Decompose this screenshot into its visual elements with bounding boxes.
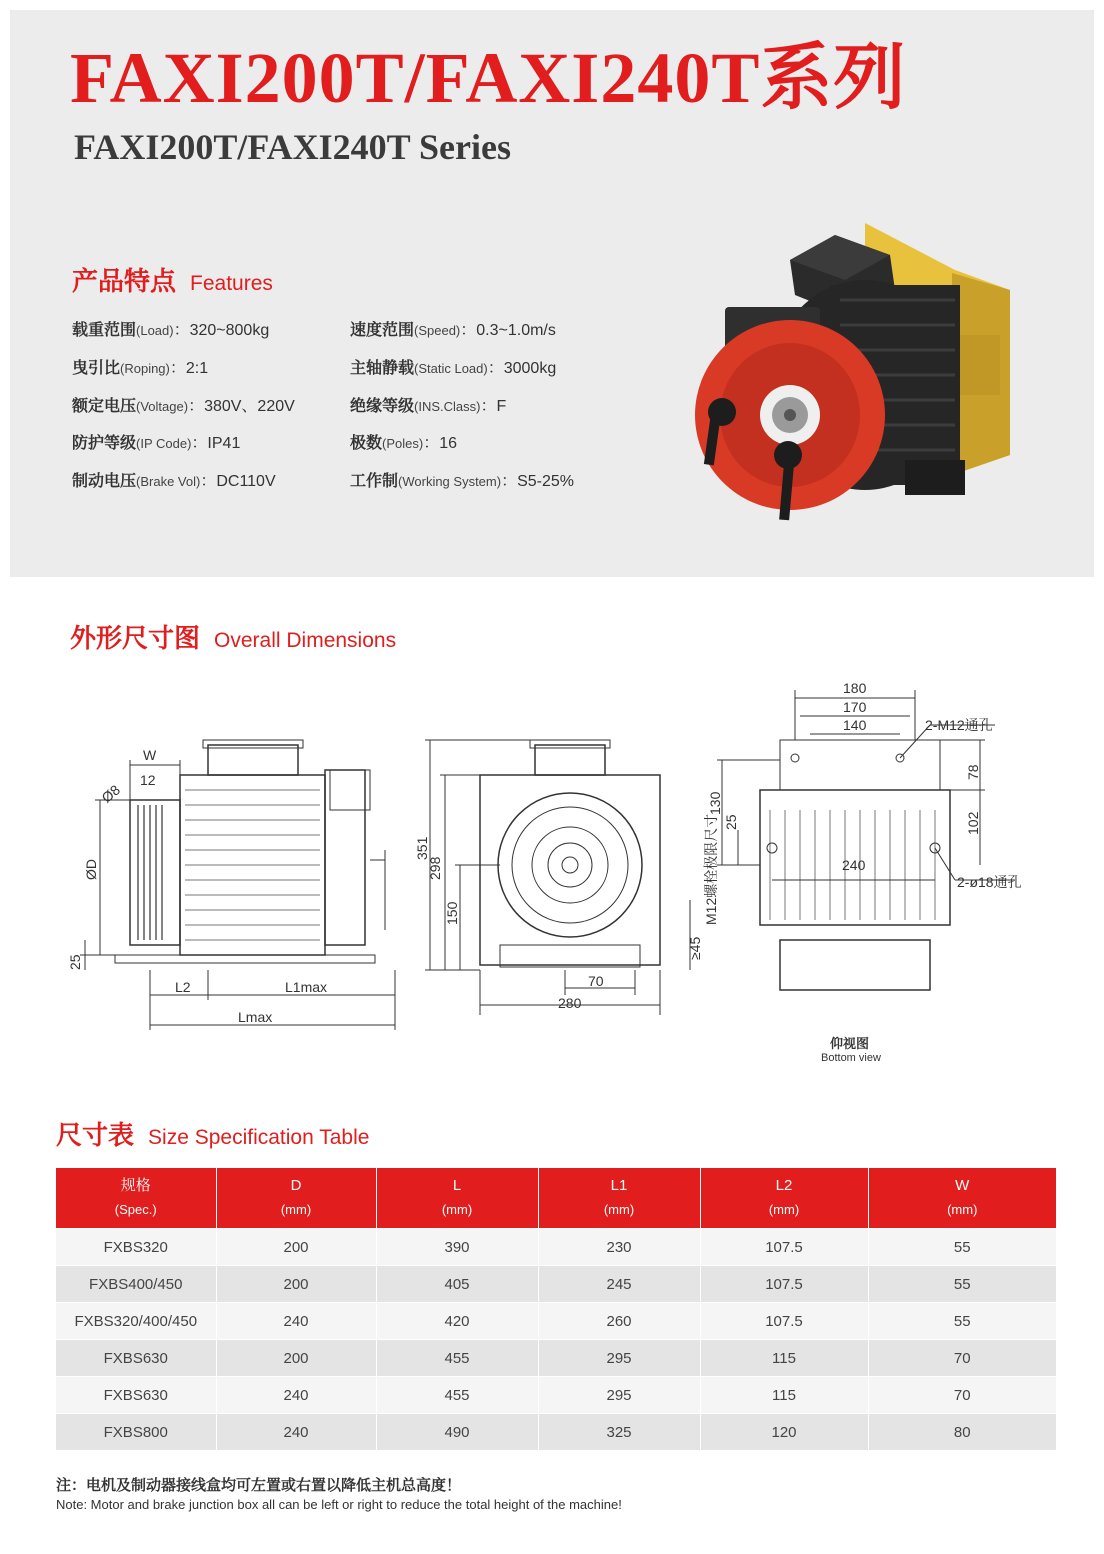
dimensions-heading-zh: 外形尺寸图 xyxy=(70,623,201,653)
table-row xyxy=(56,1229,1056,1266)
cell-l2: 107.5 xyxy=(700,1266,868,1303)
cell-l2: 120 xyxy=(700,1414,868,1451)
feature-poles: 极数(Poles)：16 xyxy=(350,435,458,452)
spec-table-heading xyxy=(56,1122,369,1148)
feature-brake-vol: 制动电压(Brake Vol)：DC110V xyxy=(72,473,276,490)
table-row xyxy=(56,1377,1056,1414)
cell-l1: 295 xyxy=(538,1377,700,1414)
dim-l1max: L1max xyxy=(285,979,328,995)
cell-l: 455 xyxy=(376,1340,538,1377)
feature-roping: 曳引比(Roping)：2:1 xyxy=(72,360,209,377)
dim-w: W xyxy=(143,747,157,763)
feature-voltage: 额定电压(Voltage)：380V、220V xyxy=(72,398,295,415)
feature-ins-class: 绝缘等级(INS.Class)：F xyxy=(350,398,507,415)
cell-w: 70 xyxy=(868,1377,1056,1414)
col-header-w: W (mm) xyxy=(868,1168,1056,1229)
col-header-l: L (mm) xyxy=(376,1168,538,1229)
cell-l2: 115 xyxy=(700,1340,868,1377)
dimension-drawings xyxy=(60,670,1060,1070)
bottom-view-caption-zh: 仰视图 xyxy=(830,1036,870,1051)
dimensions-heading xyxy=(70,625,396,651)
cell-spec: FXBS630 xyxy=(56,1377,216,1414)
cell-l1: 245 xyxy=(538,1266,700,1303)
dim-180: 180 xyxy=(843,680,867,696)
spec-table-heading-en: Size Specification Table xyxy=(148,1126,370,1149)
cell-l: 455 xyxy=(376,1377,538,1414)
cell-l1: 325 xyxy=(538,1414,700,1451)
dim-240: 240 xyxy=(842,857,866,873)
cell-l: 420 xyxy=(376,1303,538,1340)
dim-170: 170 xyxy=(843,699,867,715)
cell-l2: 107.5 xyxy=(700,1303,868,1340)
dim-bolt-note: M12螺栓极限尺寸 xyxy=(703,813,719,925)
cell-spec: FXBS400/450 xyxy=(56,1266,216,1303)
cell-l2: 115 xyxy=(700,1377,868,1414)
features-heading xyxy=(72,268,273,294)
features-heading-en: Features xyxy=(190,272,273,295)
dim-lmax: Lmax xyxy=(238,1009,273,1025)
table-row xyxy=(56,1340,1056,1377)
cell-w: 55 xyxy=(868,1303,1056,1340)
cell-l: 390 xyxy=(376,1229,538,1266)
cell-spec: FXBS320/400/450 xyxy=(56,1303,216,1340)
cell-d: 240 xyxy=(216,1303,376,1340)
feature-working-system: 工作制(Working System)：S5-25% xyxy=(350,473,575,490)
cell-d: 240 xyxy=(216,1414,376,1451)
col-header-d: D (mm) xyxy=(216,1168,376,1229)
front-view-drawing xyxy=(425,740,690,1015)
dim-side-25: 25 xyxy=(67,954,83,970)
col-header-spec: 规格 (Spec.) xyxy=(56,1168,216,1229)
page-title: FAXI200T/FAXI240T系列 xyxy=(70,38,907,118)
cell-spec: FXBS800 xyxy=(56,1414,216,1451)
cell-l: 490 xyxy=(376,1414,538,1451)
cell-l1: 295 xyxy=(538,1340,700,1377)
dim-phi8: Ø8 xyxy=(98,781,123,806)
cell-spec: FXBS320 xyxy=(56,1229,216,1266)
dim-l2: L2 xyxy=(175,979,191,995)
feature-load: 载重范围(Load)：320~800kg xyxy=(72,322,270,339)
page-subtitle: FAXI200T/FAXI240T Series xyxy=(74,127,511,167)
dim-78: 78 xyxy=(965,764,981,780)
note-en: Note: Motor and brake junction box all can be left or right to reduce the total height of the machine! xyxy=(56,1497,622,1512)
cell-spec: FXBS630 xyxy=(56,1340,216,1377)
note-zh: 注：电机及制动器接线盒均可左置或右置以降低主机总高度！ xyxy=(56,1477,462,1494)
dim-bottom-25: 25 xyxy=(723,814,739,830)
cell-l1: 260 xyxy=(538,1303,700,1340)
side-view-drawing xyxy=(80,740,395,1030)
table-row xyxy=(56,1266,1056,1303)
col-header-l2: L2 (mm) xyxy=(700,1168,868,1229)
dim-140: 140 xyxy=(843,717,867,733)
dim-70: 70 xyxy=(588,973,604,989)
features-heading-zh: 产品特点 xyxy=(72,266,177,296)
dim-bolt-ge45: ≥45 xyxy=(687,936,703,960)
cell-w: 55 xyxy=(868,1266,1056,1303)
dim-298: 298 xyxy=(427,856,443,880)
cell-w: 70 xyxy=(868,1340,1056,1377)
dim-130: 130 xyxy=(707,791,723,815)
feature-ip-code: 防护等级(IP Code)：IP41 xyxy=(72,435,241,452)
spec-table-header xyxy=(56,1168,1056,1229)
cell-d: 200 xyxy=(216,1266,376,1303)
cell-l1: 230 xyxy=(538,1229,700,1266)
cell-d: 200 xyxy=(216,1229,376,1266)
cell-l: 405 xyxy=(376,1266,538,1303)
bottom-view-drawing xyxy=(717,690,1015,990)
col-header-l1: L1 (mm) xyxy=(538,1168,700,1229)
cell-d: 200 xyxy=(216,1340,376,1377)
dim-phid: ØD xyxy=(83,859,99,880)
dimensions-heading-en: Overall Dimensions xyxy=(214,629,397,652)
dim-102: 102 xyxy=(965,811,981,835)
motor-product-image xyxy=(690,215,1020,525)
cell-l2: 107.5 xyxy=(700,1229,868,1266)
dim-280: 280 xyxy=(558,995,582,1011)
dim-phi18-hole: 2-ø18通孔 xyxy=(957,874,1022,890)
spec-table-heading-zh: 尺寸表 xyxy=(56,1120,135,1150)
table-row xyxy=(56,1414,1056,1451)
cell-w: 80 xyxy=(868,1414,1056,1451)
spec-table xyxy=(56,1168,1056,1450)
bottom-view-caption-en: Bottom view xyxy=(821,1052,881,1064)
table-row xyxy=(56,1303,1056,1340)
cell-d: 240 xyxy=(216,1377,376,1414)
dim-150: 150 xyxy=(444,901,460,925)
cell-w: 55 xyxy=(868,1229,1056,1266)
dim-12: 12 xyxy=(140,772,156,788)
feature-static-load: 主轴静载(Static Load)：3000kg xyxy=(350,360,557,377)
dim-m12-hole: 2-M12通孔 xyxy=(925,717,993,733)
feature-speed: 速度范围(Speed)：0.3~1.0m/s xyxy=(350,322,556,339)
dim-351: 351 xyxy=(414,836,430,860)
